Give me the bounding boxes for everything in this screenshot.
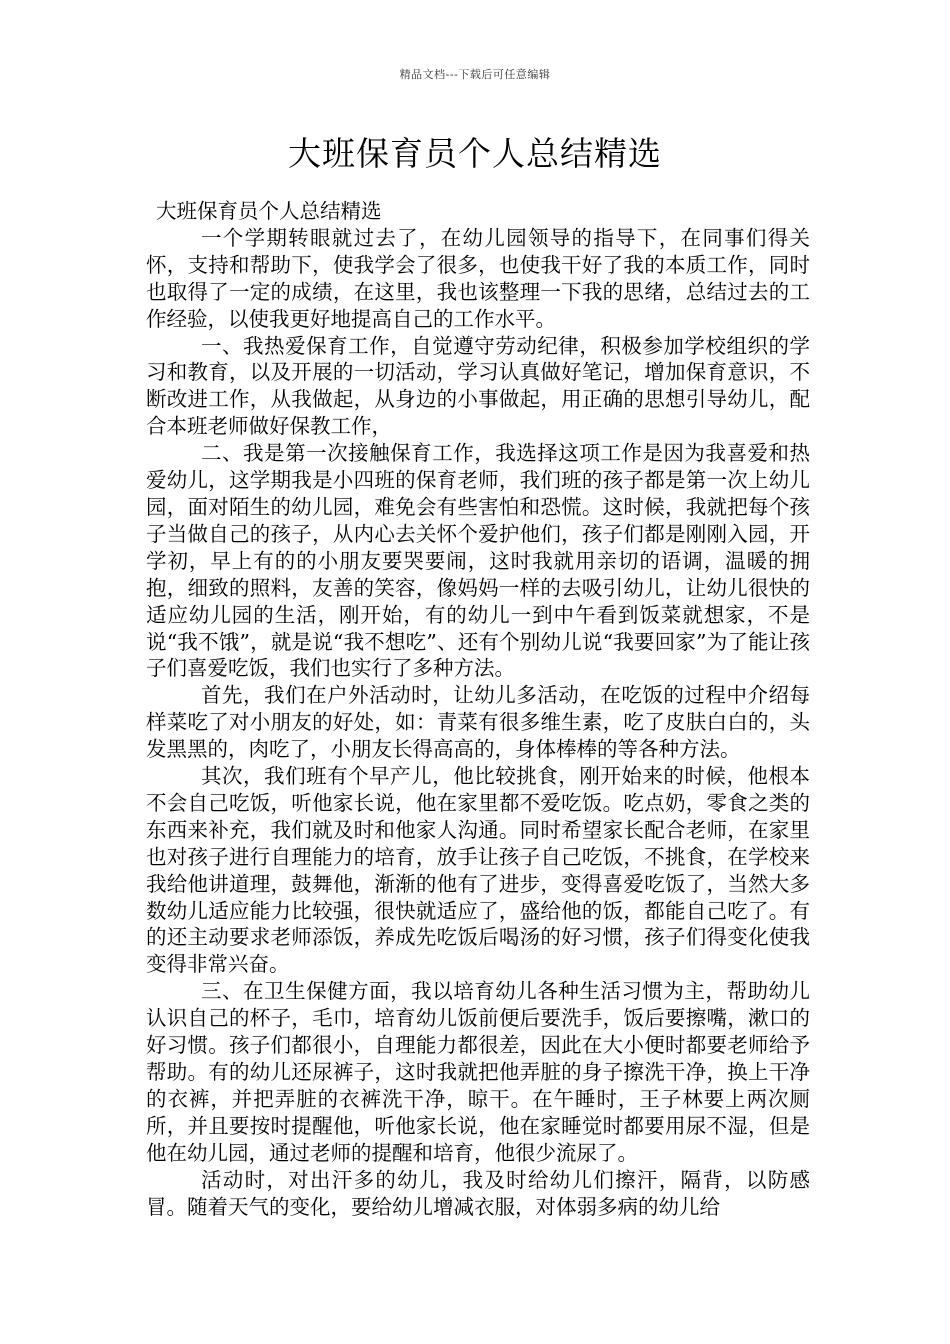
paragraph: 一、我热爱保育工作，自觉遵守劳动纪律，积极参加学校组织的学习和教育，以及开展的一切活动，学习认真做好笔记，增加保育意识，不断改进工作，从我做起，从身边的小事做起，用正确的思想引导幼儿，配合本班老师做好保教工作，: [146, 333, 810, 439]
paragraph: 首先，我们在户外活动时，让幼儿多活动，在吃饭的过程中介绍每样菜吃了对小朋友的好处，如：青菜有很多维生素，吃了皮肤白白的，头发黑黑的，肉吃了，小朋友长得高高的，身体棒棒的等各种方法。: [146, 683, 810, 762]
paragraph: 活动时，对出汗多的幼儿，我及时给幼儿们擦汗，隔背，以防感冒。随着天气的变化，要给幼儿增减衣服，对体弱多病的幼儿给: [146, 1167, 810, 1219]
document-body: [146, 198, 810, 1220]
paragraph: 一个学期转眼就过去了，在幼儿园领导的指导下，在同事们得关怀，支持和帮助下，使我学会了很多，也使我干好了我的本质工作，同时也取得了一定的成绩，在这里，我也该整理一下我的思绪，总结过去的工作经验，以使我更好地提高自己的工作水平。: [146, 225, 810, 331]
paragraph: 其次，我们班有个早产儿，他比较挑食，刚开始来的时候，他根本不会自己吃饭，听他家长说，他在家里都不爱吃饭。吃点奶，零食之类的东西来补充，我们就及时和他家人沟通。同时希望家长配合老师，在家里也对孩子进行自理能力的培育，放手让孩子自己吃饭，不挑食，在学校来我给他讲道理，鼓舞他，渐渐的他有了进步，变得喜爱吃饭了，当然大多数幼儿适应能力比较强，很快就适应了，盛给他的饭，都能自己吃了。有的还主动要求老师添饭，养成先吃饭后喝汤的好习惯，孩子们得变化使我变得非常兴奋。: [146, 764, 810, 977]
paragraph: 三、在卫生保健方面，我以培育幼儿各种生活习惯为主，帮助幼儿认识自己的杯子，毛巾，培育幼儿饭前便后要洗手，饭后要擦嘴，漱口的好习惯。孩子们都很小，自理能力都很差，因此在大小便时都要老师给予帮助。有的幼儿还尿裤子，这时我就把他弄脏的身子擦洗干净，换上干净的衣裤，并把弄脏的衣裤洗干净，晾干。在午睡时，王子林要上两次厕所，并且要按时提醒他，听他家长说，他在家睡觉时都要用尿不湿，但是他在幼儿园，通过老师的提醒和培育，他很少流尿了。: [146, 979, 810, 1165]
paragraph: 二、我是第一次接触保育工作，我选择这项工作是因为我喜爱和热爱幼儿，这学期我是小四班的保育老师，我们班的孩子都是第一次上幼儿园，面对陌生的幼儿园，难免会有些害怕和恐慌。这时候，我就把每个孩子当做自己的孩子，从内心去关怀个爱护他们，孩子们都是刚刚入园，开学初，早上有的的小朋友要哭要闹，这时我就用亲切的语调，温暖的拥抱，细致的照料，友善的笑容，像妈妈一样的去吸引幼儿，让幼儿很快的适应幼儿园的生活，刚开始，有的幼儿一到中午看到饭菜就想家，不是说“我不饿”，就是说“我不想吃”、还有个别幼儿说“我要回家”为了能让孩子们喜爱吃饭，我们也实行了多种方法。: [146, 441, 810, 681]
document-subtitle: 大班保育员个人总结精选: [156, 199, 382, 223]
header-note: 精品文档---下载后可任意编辑: [399, 68, 551, 81]
document-title: 大班保育员个人总结精选: [288, 134, 662, 173]
